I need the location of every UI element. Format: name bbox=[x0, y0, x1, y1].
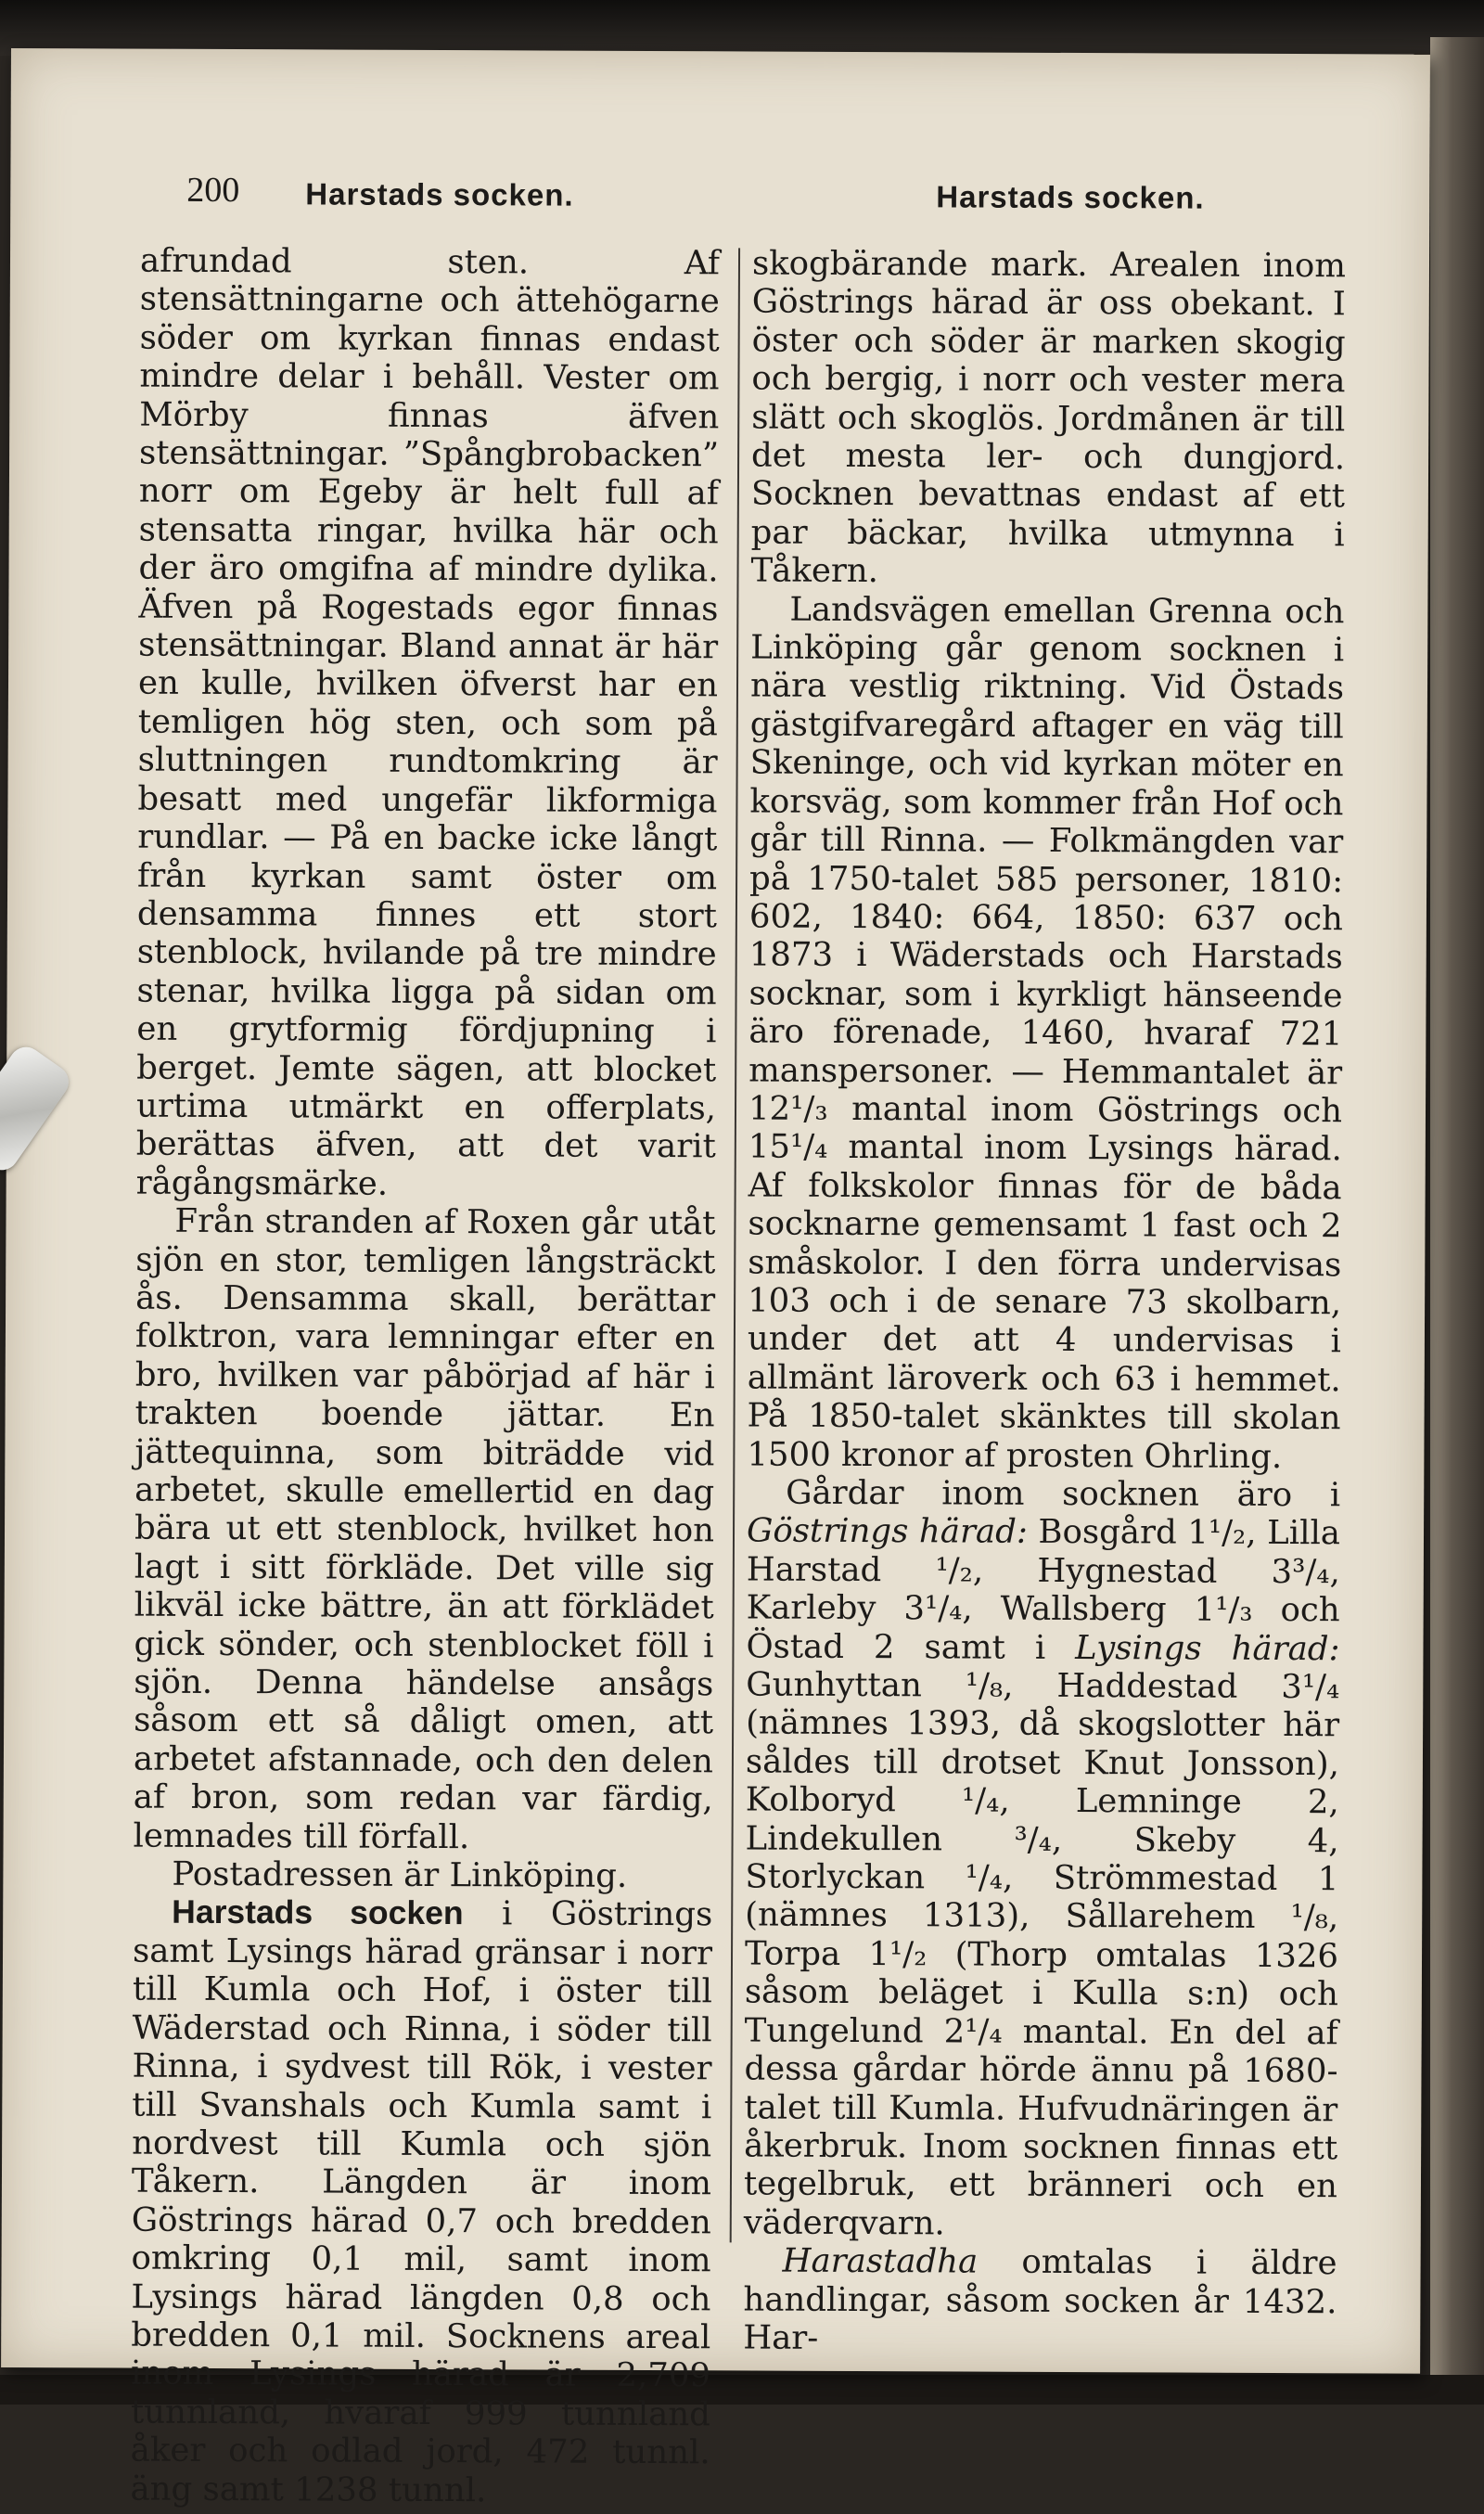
paragraph-text: i Göstrings samt Lysings härad gränsar i norr till Kumla och Hof, i öster till Wäderstad och Rinna, i söder till Rinna, i sydvest till Rök, i vester till Svanshals och Kumla samt i nordvest till Kumla och sjön Tåkern. Längden är inom Göstrings härad 0,7 och bredden omkring 0,1 mil, samt inom Lysings härad längden 0,8 och bredden 0,1 mil. Socknens areal inom Lysings härad är 2,709 tunnland, hvaraf 999 tunnland åker och odlad jord, 472 tunnl. äng samt 1238 tunnl. bbox=[130, 1894, 713, 2509]
page-header bbox=[10, 122, 1429, 215]
right-column bbox=[743, 244, 1346, 2359]
section-heading: Harstads socken bbox=[172, 1893, 464, 1932]
running-title-left: Harstads socken. bbox=[305, 176, 574, 212]
paragraph: Från stranden af Roxen går utåt sjön en stor, temligen långsträckt ås. Densamma skall, berättar folktron, vara lemningar efter en bro, hvilken var påbörjad af här i trakten boende jättar. En jättequinna, som biträdde vid arbetet, skulle emellertid en dag bära ut ett stenblock, hvilket hon lagt i sitt förkläde. Det ville sig likväl icke bättre, än att förklädet gick sönder, och stenblocket föll i sjön. Denna händelse ansågs såsom ett så dåligt omen, att arbetet afstannade, och den delen af bron, som redan var färdig, lemnades till förfall. bbox=[133, 1201, 716, 1856]
running-title-right: Harstads socken. bbox=[936, 179, 1205, 215]
paragraph: Landsvägen emellan Grenna och Linköping går genom socknen i nära vestlig riktning. Vid Östads gästgifvaregård aftager en väg till Skeninge, och vid kyrkan möter en korsväg, som kommer från Hof och går till Rinna. — Folkmängden var på 1750-talet 585 personer, 1810: 602, 1840: 664, 1850: 637 och 1873 i Wäderstads och Harstads socknar, som i kyrkligt hänseende äro förenade, 1460, hvaraf 721 manspersoner. — Hemmantalet är 12¹/₃ mantal inom Göstrings och 15¹/₄ mantal inom Lysings härad. Af folkskolor finnas för de båda socknarne gemensamt 1 fast och 2 småskolor. I den förra undervisas 103 och i de senare 73 skolbarn, under det att 4 undervisas i allmänt läroverk och 63 i hemmet. På 1850-talet skänktes till skolan 1500 kronor af prosten Ohrling. bbox=[747, 590, 1345, 1476]
page-number: 200 bbox=[186, 170, 240, 211]
paragraph-text: Gunhyttan ¹/₈, Haddestad 3¹/₄ (nämnes 1393, då skogslotter här såldes till drotset Knut Jonsson), Kolboryd ¹/₄, Lemninge 2, Lindekullen ³/₄, Skeby 4, Storlyckan ¹/₄, Strömmestad 1 (nämnes 1313), Sållarehem ¹/₈, Torpa 1¹/₂ (Thorp omtalas 1326 såsom beläget i Kulla s:n) och Tungelund 2¹/₄ mantal. En del af dessa gårdar hörde ännu på 1680-talet till Kumla. Hufvudnäringen är åkerbruk. Inom socknen finnas ett tegelbruk, ett bränneri och en väderqvarn. bbox=[743, 1665, 1340, 2243]
paragraph: afrundad sten. Af stensättningarne och ättehögarne söder om kyrkan finnas endast mindre delar i behåll. Vester om Mörby finnas äfven stensättningar. ”Spångbrobacken” norr om Egeby är helt full af stensatta ringar, hvilka här och der äro omgifna af mindre dylika. Äfven på Rogestads egor finnas stensättningar. Bland annat är här en kulle, hvilken öfverst har en temligen hög sten, och som på sluttningen rundtomkring är besatt med ungefär likformiga rundlar. — På en backe icke långt från kyrkan samt öster om densamma finnes ett stort stenblock, hvilande på tre mindre stenar, hvilka ligga på sidan om en grytformig fördjupning i berget. Jemte sägen, att blocket urtima utmärkt en offerplats, berättas äfven, att det varit rågångsmärke. bbox=[135, 241, 721, 1203]
italic-term: Harastadha bbox=[782, 2241, 979, 2281]
italic-term: Lysings härad: bbox=[1075, 1628, 1340, 1668]
paragraph: skogbärande mark. Arealen inom Göstrings härad är oss obekant. I öster och söder är marken skogig och bergig, i norr och vester mera slätt och skoglös. Jordmånen är till det mesta ler- och dungjord. Socknen bevattnas endast af ett par bäckar, hvilka utmynna i Tåkern. bbox=[750, 244, 1347, 591]
scan-background-top bbox=[0, 0, 1484, 56]
paragraph bbox=[744, 1473, 1341, 2244]
column-divider bbox=[730, 248, 740, 2242]
book-fore-edge bbox=[1430, 37, 1484, 2405]
paragraph bbox=[743, 2242, 1337, 2360]
paragraph-text: Gårdar inom socknen äro i bbox=[786, 1473, 1341, 1515]
paragraph: Postadressen är Linköping. bbox=[172, 1854, 628, 1895]
paragraph-text: Bosgård 1¹/₂, Lilla Harstad ¹/₂, Hygnestad 3³/₄, Karleby 3¹/₄, Wallsberg 1¹/₃ och Östad 2 samt i bbox=[746, 1513, 1341, 1667]
paragraph-text: omtalas i äldre handlingar, såsom socken år 1432. Har- bbox=[743, 2242, 1337, 2357]
left-column bbox=[130, 242, 720, 2511]
paragraph bbox=[130, 1893, 712, 2510]
italic-term: Göstrings härad: bbox=[746, 1511, 1028, 1552]
book-page bbox=[1, 48, 1430, 2509]
